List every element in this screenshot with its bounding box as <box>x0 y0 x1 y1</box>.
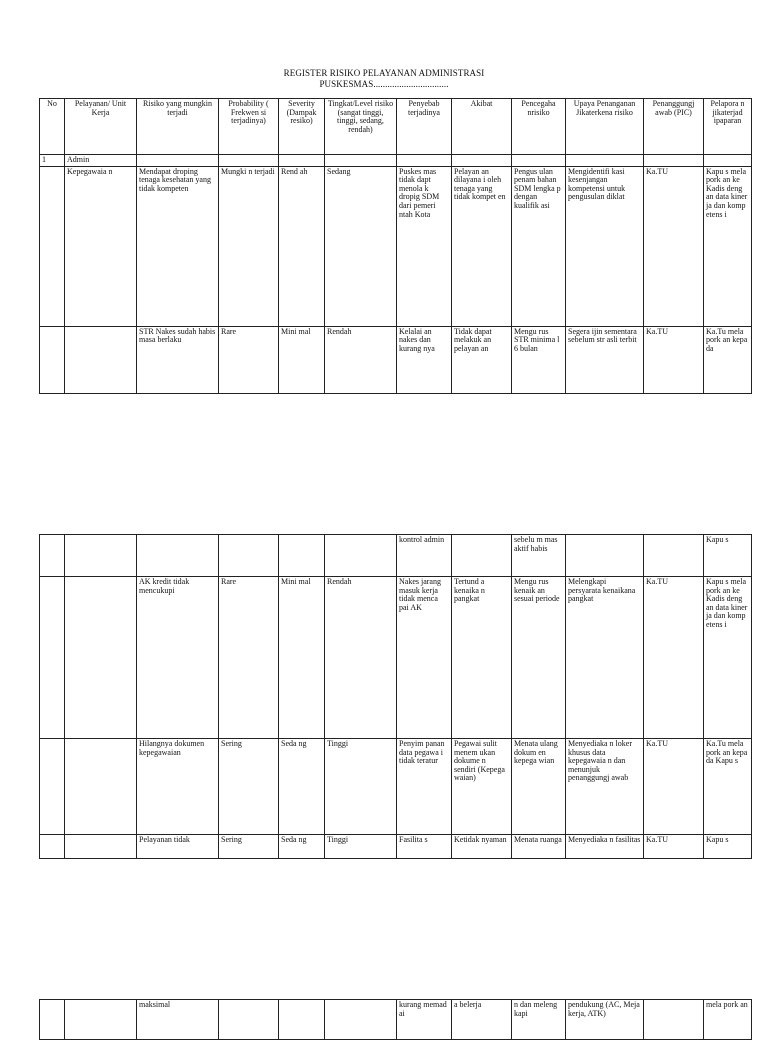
prevention-cell: Pengus ulan penam bahan SDM lengka p dengan kualifik asi <box>512 166 566 326</box>
risk-cell: Pelayanan tidak <box>137 835 219 859</box>
handling-cell: Segera ijin sementara sebelum str asli terbit <box>566 326 644 393</box>
table-row <box>40 166 752 326</box>
column-header: Risiko yang mungkin terjadi <box>137 99 219 155</box>
table-row <box>40 739 752 835</box>
handling-cell: Melengkapi persyarata kenaikana pangkat <box>566 577 644 739</box>
pic-cell <box>644 1000 704 1040</box>
severity-cell <box>279 535 325 577</box>
risk-cell: maksimal <box>137 1000 219 1040</box>
cause-cell: Kelalai an nakes dan kurang nya <box>397 326 452 393</box>
table-row <box>40 835 752 859</box>
table-row <box>40 535 752 577</box>
probability-cell <box>219 1000 279 1040</box>
column-header: Severity (Dampak resiko) <box>279 99 325 155</box>
report-cell: Ka.Tu mela pork an kepa da <box>704 326 752 393</box>
severity-cell: Seda ng <box>279 835 325 859</box>
cause-cell: Fasilita s <box>397 835 452 859</box>
unit-cell <box>65 577 137 739</box>
risk-register-table-page-1 <box>39 98 752 394</box>
report-cell: Kapu s mela pork an ke Kadis deng an data kiner ja dan komp etens i <box>704 166 752 326</box>
table-row <box>40 577 752 739</box>
severity-cell <box>279 1000 325 1040</box>
probability-cell <box>219 535 279 577</box>
report-cell: Ka.Tu mela pork an kepa da Kapu s <box>704 739 752 835</box>
severity-cell: Rend ah <box>279 166 325 326</box>
effect-cell: Pegawai sulit menem ukan dokume n sendiri (Kepega waian) <box>452 739 512 835</box>
table-row <box>40 326 752 393</box>
table-header-row <box>40 99 752 155</box>
handling-cell: pendukung (AC, Meja kerja, ATK) <box>566 1000 644 1040</box>
effect-cell: Tidak dapat melakuk an pelayan an <box>452 326 512 393</box>
pic-cell: Ka.TU <box>644 835 704 859</box>
unit-cell <box>65 1000 137 1040</box>
level-cell: Tinggi <box>325 835 397 859</box>
risk-cell: STR Nakes sudah habis masa berlaku <box>137 326 219 393</box>
unit-cell <box>65 326 137 393</box>
probability-cell: Mungki n terjadi <box>219 166 279 326</box>
level-cell: Rendah <box>325 577 397 739</box>
prevention-cell: Mengu rus kenaik an sesuai periode <box>512 577 566 739</box>
level-cell: Tinggi <box>325 739 397 835</box>
handling-cell <box>566 535 644 577</box>
effect-cell: Tertund a kenaika n pangkat <box>452 577 512 739</box>
prevention-cell: Menata ruanga <box>512 835 566 859</box>
unit-cell <box>65 535 137 577</box>
handling-cell: Menyediaka n loker khusus data kepegawaia n dan menunjuk penanggungj awab <box>566 739 644 835</box>
group-row <box>40 155 752 167</box>
puskesmas-name-line: PUSKESMAS................................ <box>319 79 449 89</box>
column-header: Pelapora n jikaterjad ipaparan <box>704 99 752 155</box>
table-row <box>40 1000 752 1040</box>
prevention-cell: Menata ulang dokum en kepega wian <box>512 739 566 835</box>
column-header: Probability ( Frekwen si terjadinya) <box>219 99 279 155</box>
report-cell: Kapu s mela pork an ke Kadis deng an data kiner ja dan komp etens i <box>704 577 752 739</box>
report-cell: Kapu s <box>704 535 752 577</box>
risk-cell: AK kredit tidak mencukupi <box>137 577 219 739</box>
column-header: No <box>40 99 65 155</box>
column-header: Pelayanan/ Unit Kerja <box>65 99 137 155</box>
pic-cell <box>644 535 704 577</box>
column-header: Tingkat/Level risiko (sangat tinggi, tinggi, sedang, rendah) <box>325 99 397 155</box>
effect-cell: a belerja <box>452 1000 512 1040</box>
unit-cell: Admin <box>65 155 137 167</box>
column-header: Penyebab terjadinya <box>397 99 452 155</box>
effect-cell: Ketidak nyaman <box>452 835 512 859</box>
prevention-cell: sebelu m mas aktif habis <box>512 535 566 577</box>
unit-cell <box>65 835 137 859</box>
cause-cell: kontrol admin <box>397 535 452 577</box>
risk-register-table-page-2 <box>39 534 752 859</box>
probability-cell: Sering <box>219 835 279 859</box>
handling-cell: Mengidentifi kasi kesenjangan kompetensi untuk pengusulan diklat <box>566 166 644 326</box>
probability-cell: Rare <box>219 577 279 739</box>
column-header: Akibat <box>452 99 512 155</box>
row-number: 1 <box>40 155 65 167</box>
cause-cell: Nakes jarang masuk kerja tidak menca pai AK <box>397 577 452 739</box>
probability-cell: Sering <box>219 739 279 835</box>
cause-cell: kurang memad ai <box>397 1000 452 1040</box>
prevention-cell: n dan meleng kapi <box>512 1000 566 1040</box>
severity-cell: Mini mal <box>279 326 325 393</box>
level-cell: Rendah <box>325 326 397 393</box>
document-title: REGISTER RISIKO PELAYANAN ADMINISTRASI <box>283 68 485 78</box>
column-header: Penanggungj awab (PIC) <box>644 99 704 155</box>
severity-cell: Seda ng <box>279 739 325 835</box>
unit-cell <box>65 739 137 835</box>
report-cell: mela pork an <box>704 1000 752 1040</box>
effect-cell: Pelayan an dilayana i oleh tenaga yang tidak kompet en <box>452 166 512 326</box>
column-header: Upaya Penanganan Jikaterkena risiko <box>566 99 644 155</box>
column-header: Pencegaha nrisiko <box>512 99 566 155</box>
probability-cell: Rare <box>219 326 279 393</box>
risk-cell: Mendapat droping tenaga kesehatan yang tidak kompeten <box>137 166 219 326</box>
level-cell <box>325 1000 397 1040</box>
pic-cell: Ka.TU <box>644 326 704 393</box>
unit-cell: Kepegawaia n <box>65 166 137 326</box>
risk-register-table-page-3 <box>39 999 752 1040</box>
cause-cell: Puskes mas tidak dapt menola k dropig SDM dari pemeri ntah Kota <box>397 166 452 326</box>
risk-cell <box>137 535 219 577</box>
handling-cell: Menyediaka n fasilitas <box>566 835 644 859</box>
level-cell <box>325 535 397 577</box>
report-cell: Kapu s <box>704 835 752 859</box>
severity-cell: Mini mal <box>279 577 325 739</box>
pic-cell: Ka.TU <box>644 166 704 326</box>
effect-cell <box>452 535 512 577</box>
pic-cell: Ka.TU <box>644 739 704 835</box>
level-cell: Sedang <box>325 166 397 326</box>
risk-cell: Hilangnya dokumen kepegawaian <box>137 739 219 835</box>
pic-cell: Ka.TU <box>644 577 704 739</box>
cause-cell: Penyim panan data pegawa i tidak teratur <box>397 739 452 835</box>
prevention-cell: Mengu rus STR minima l 6 bulan <box>512 326 566 393</box>
